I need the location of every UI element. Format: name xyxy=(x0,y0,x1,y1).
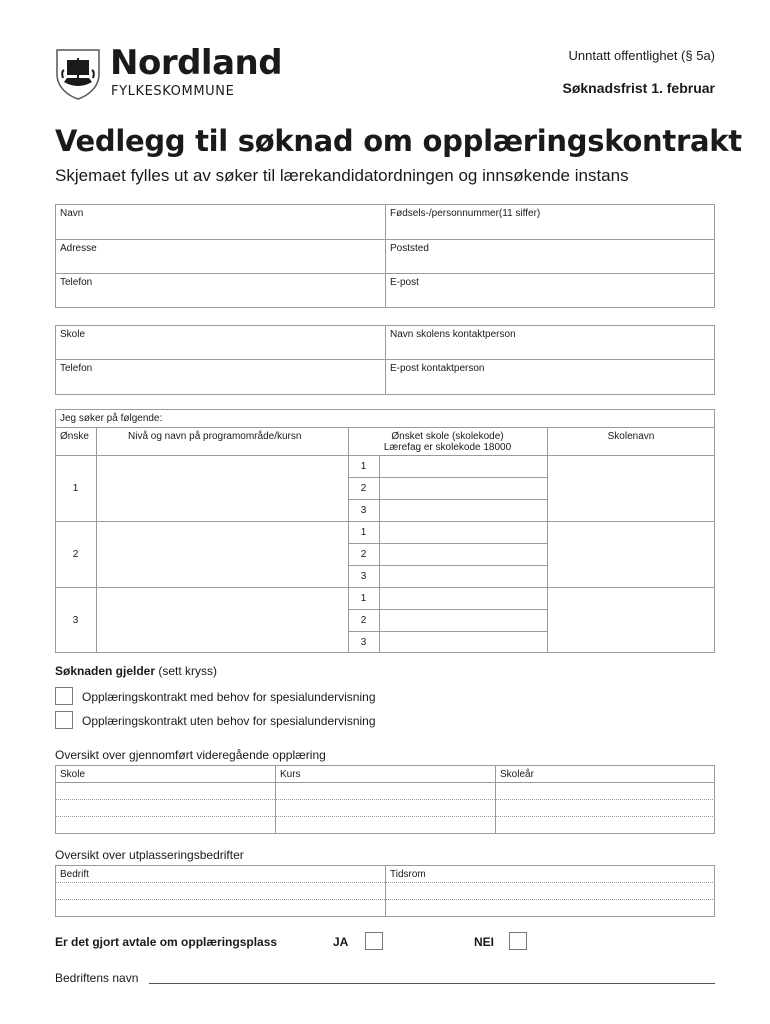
school-phone-field[interactable]: Telefon xyxy=(60,363,93,374)
wish-row-3: 3 xyxy=(72,615,79,626)
agreement-question: Er det gjort avtale om opplæringsplass xyxy=(55,935,278,949)
sub-row: 3 xyxy=(360,637,367,648)
agreement-no-checkbox[interactable] xyxy=(509,932,527,950)
name-field[interactable]: Navn xyxy=(60,208,84,219)
confidentiality-note: Unntatt offentlighet (§ 5a) xyxy=(568,48,715,63)
school-contact-field[interactable]: Navn skolens kontaktperson xyxy=(390,329,516,340)
col-school-name: Skolenavn xyxy=(607,431,655,442)
sub-row: 3 xyxy=(360,505,367,516)
no-special-education-checkbox[interactable] xyxy=(55,711,73,729)
sub-row: 2 xyxy=(360,615,367,626)
wishes-heading: Jeg søker på følgende: xyxy=(60,413,163,424)
page-title: Vedlegg til søknad om opplæringskontrakt xyxy=(55,124,742,158)
education-heading: Oversikt over gjennomført videregående opplæring xyxy=(55,748,326,762)
col-wish: Ønske xyxy=(60,431,89,442)
special-education-checkbox[interactable] xyxy=(55,687,73,705)
no-special-education-label: Opplæringskontrakt uten behov for spesialundervisning xyxy=(82,714,376,728)
wish-row-1: 1 xyxy=(72,483,79,494)
sub-row: 2 xyxy=(360,549,367,560)
logo-name: Nordland xyxy=(110,43,283,83)
school-field[interactable]: Skole xyxy=(60,329,86,340)
col-school-code-note: Lærefag er skolekode 18000 xyxy=(383,442,512,453)
wish-row-2: 2 xyxy=(72,549,79,560)
sub-row: 1 xyxy=(360,461,367,472)
applies-heading: Søknaden gjelder (sett kryss) xyxy=(55,664,218,678)
sub-row: 1 xyxy=(360,593,367,604)
company-name-line[interactable] xyxy=(149,983,715,984)
sub-row: 3 xyxy=(360,571,367,582)
coat-of-arms-icon xyxy=(55,48,101,100)
agreement-no-label: NEI xyxy=(474,935,495,949)
agreement-yes-label: JA xyxy=(333,935,349,949)
sub-row: 1 xyxy=(360,527,367,538)
col-program: Nivå og navn på programområde/kursn xyxy=(128,431,302,442)
logo-subtitle: FYLKESKOMMUNE xyxy=(111,84,235,99)
agreement-yes-checkbox[interactable] xyxy=(365,932,383,950)
deadline-note: Søknadsfrist 1. februar xyxy=(562,80,715,96)
edu-col-course: Kurs xyxy=(280,769,301,780)
page-subtitle: Skjemaet fylles ut av søker til lærekandidatordningen og innsøkende instans xyxy=(55,166,629,185)
address-field[interactable]: Adresse xyxy=(60,243,97,254)
placement-col-period: Tidsrom xyxy=(390,869,426,880)
sub-row: 2 xyxy=(360,483,367,494)
edu-col-year: Skoleår xyxy=(500,769,534,780)
placement-col-company: Bedrift xyxy=(60,869,89,880)
postal-field[interactable]: Poststed xyxy=(390,243,429,254)
id-number-field[interactable]: Fødsels-/personnummer(11 siffer) xyxy=(390,208,541,219)
edu-col-school: Skole xyxy=(60,769,86,780)
phone-field[interactable]: Telefon xyxy=(60,277,93,288)
email-field[interactable]: E-post xyxy=(390,277,419,288)
col-school-code: Ønsket skole (skolekode) xyxy=(391,431,504,442)
company-name-label: Bedriftens navn xyxy=(55,971,139,985)
special-education-label: Opplæringskontrakt med behov for spesialundervisning xyxy=(82,690,376,704)
school-contact-email-field[interactable]: E-post kontaktperson xyxy=(390,363,485,374)
placement-heading: Oversikt over utplasseringsbedrifter xyxy=(55,848,244,862)
